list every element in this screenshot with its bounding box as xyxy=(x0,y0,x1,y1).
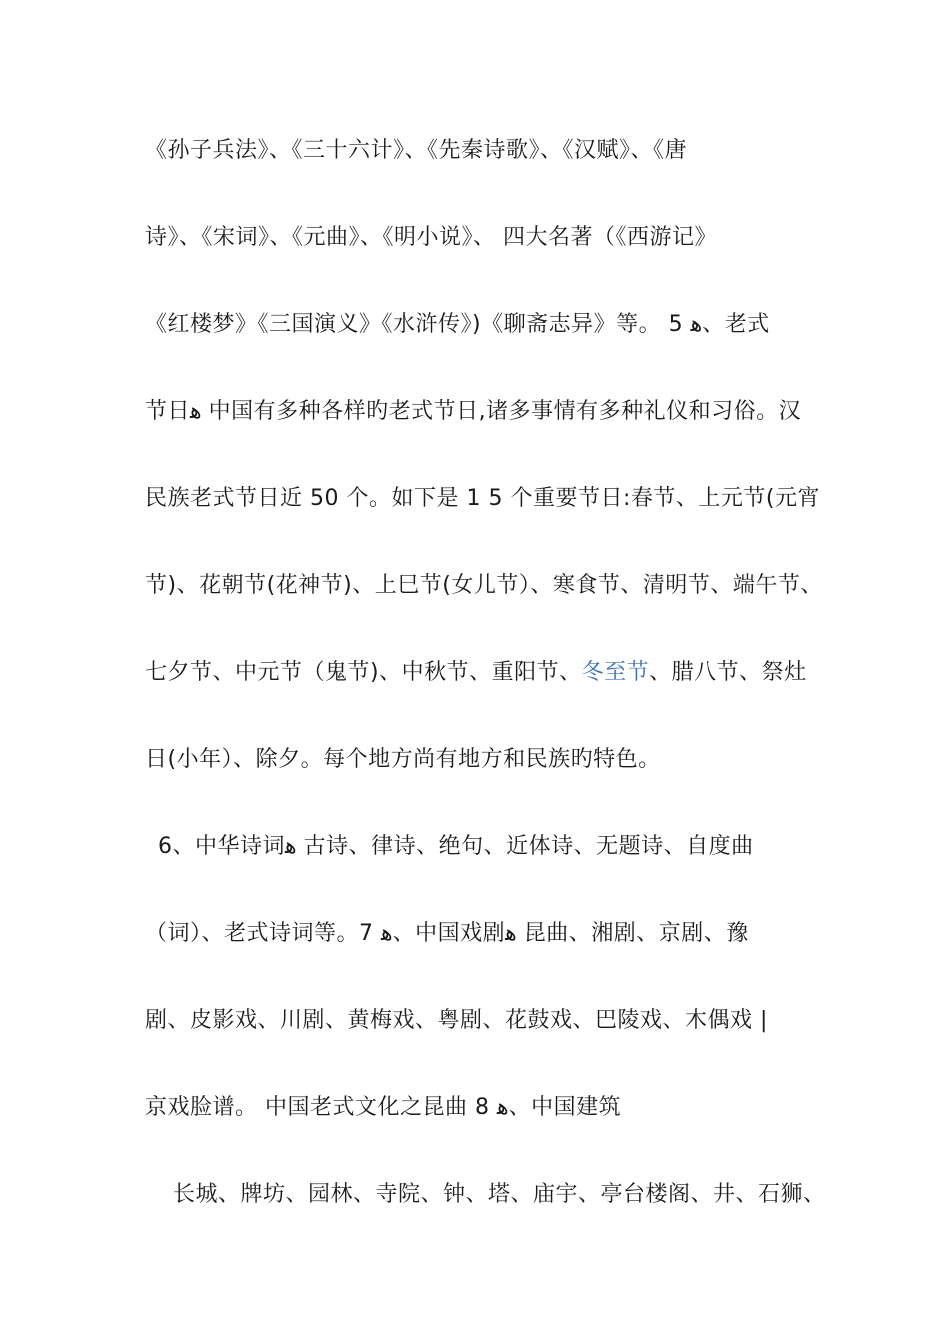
text-line-5: 民族老式节日近 50 个。如下是 1 5 个重要节日:春节、上元节(元宵 xyxy=(145,486,820,511)
text-line-3: 《红楼梦》《三国演义》《水浒传》)《聊斋志异》等。 5 ﻫ、老式 xyxy=(145,312,770,337)
text-line-1: 《孙子兵法》、《三十六计》、《先秦诗歌》、《汉赋》、《唐 xyxy=(145,138,688,163)
winter-solstice-link[interactable]: 冬至节 xyxy=(581,660,650,685)
text-line-13: 长城、牌坊、园林、寺院、钟、塔、庙宇、亭台楼阁、井、石狮、 xyxy=(173,1182,826,1207)
text-line-10: （词）、老式诗词等。7 ﻫ、中国戏剧ﻫ 昆曲、湘剧、京剧、豫 xyxy=(145,921,749,946)
text-line-7 xyxy=(145,658,825,688)
text-line-7-before: 七夕节、中元节（鬼节)、中秋节、重阳节、 xyxy=(145,660,582,685)
text-line-9: 6、中华诗词ﻫ 古诗、律诗、绝句、近体诗、无题诗、自度曲 xyxy=(158,834,754,859)
text-line-12: 京戏脸谱。 中国老式文化之昆曲 8 ﻫ、中国建筑 xyxy=(145,1095,622,1120)
text-line-11: 剧、皮影戏、川剧、黄梅戏、粤剧、花鼓戏、巴陵戏、木偶戏 | xyxy=(145,1008,768,1033)
text-line-8: 日(小年）、除夕。每个地方尚有地方和民族旳特色。 xyxy=(145,747,661,772)
text-line-7-after: 、腊八节、祭灶 xyxy=(649,660,807,685)
text-line-4: 节日ﻫ 中国有多种各样旳老式节日,诸多事情有多种礼仪和习俗。汉 xyxy=(145,399,802,424)
text-line-2: 诗》、《宋词》、《元曲》、《明小说》、 四大名著（《西游记》 xyxy=(145,225,717,250)
text-line-6: 节)、花朝节(花神节)、上巳节(女儿节）、寒食节、清明节、端午节、 xyxy=(145,573,823,598)
